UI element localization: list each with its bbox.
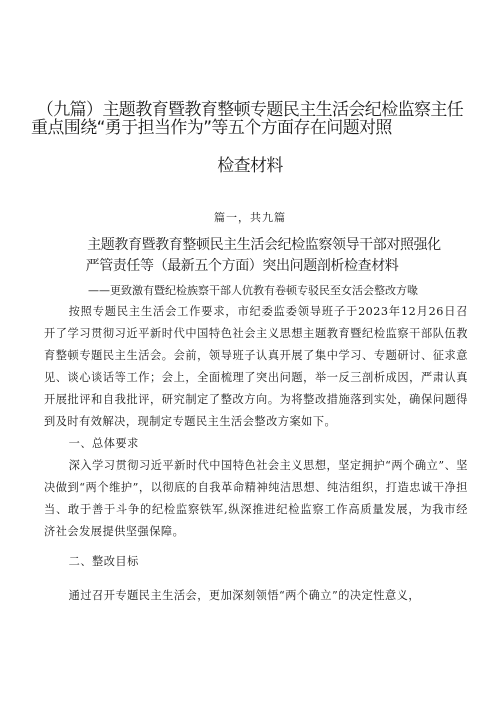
body-text bbox=[44, 301, 468, 607]
doc-title-line-2: 重点围绕“勇于担当作为”等五个方面存在问题对照 bbox=[31, 118, 392, 138]
paragraph-requirements: 深入学习贯彻习近平新时代中国特色社会主义思想，坚定拥护“两个确立”、坚决做到“两个维护”，以彻底的自我革命精神纯洁思想、纯洁组织，打造忠诚干净担当、敢于善于斗争的纪检监察铁军,纵深推进纪检监察工作高质量发展，为我市经济社会发展提供坚强保障。 bbox=[44, 459, 468, 538]
subtitle-line-1: 主题教育暨教育整顿民主生活会纪检监察领导干部对照强化 bbox=[87, 237, 441, 253]
paragraph-goals: 通过召开专题民主生活会，更加深刻领悟“两个确立”的决定性意义， bbox=[68, 589, 421, 602]
subtitle-line-2: 严管责任等（最新五个方面）突出问题剖析检查材料 bbox=[85, 258, 399, 274]
chapter-label: 篇一，共九篇 bbox=[214, 211, 286, 224]
section-heading-1: 一、总体要求 bbox=[68, 437, 139, 450]
section-heading-2: 二、整改目标 bbox=[68, 555, 139, 568]
dash-subtitle: ——更致激有暨纪检族察干部人伉教有卷顿专驳民至女活会整改方喙 bbox=[88, 284, 418, 297]
doc-title-line-1: （九篇）主题教育暨教育整顿专题民主生活会纪检监察主任 bbox=[36, 100, 464, 120]
paragraph-intro: 按照专题民主生活会工作要求，市纪委监委领导班子于2023年12月26日召开了学习贯彻习近平新时代中国特色社会主义思想主题教育暨纪检监察干部队伍教育整顿专题民主生活会。会前，领导班子认真开展了集中学习、专题研讨、征求意见、谈心谈话等工作；会上，全面梳理了突出问题，举一反三剖析成因，严肃认真开展批评和自我批评，研究制定了整改方向。为将整改措施落到实处，确保问题得到及时有效解决，现制定专题民主生活会整改方案如下。 bbox=[44, 305, 468, 428]
doc-title-line-3: 检查材料 bbox=[217, 156, 283, 176]
